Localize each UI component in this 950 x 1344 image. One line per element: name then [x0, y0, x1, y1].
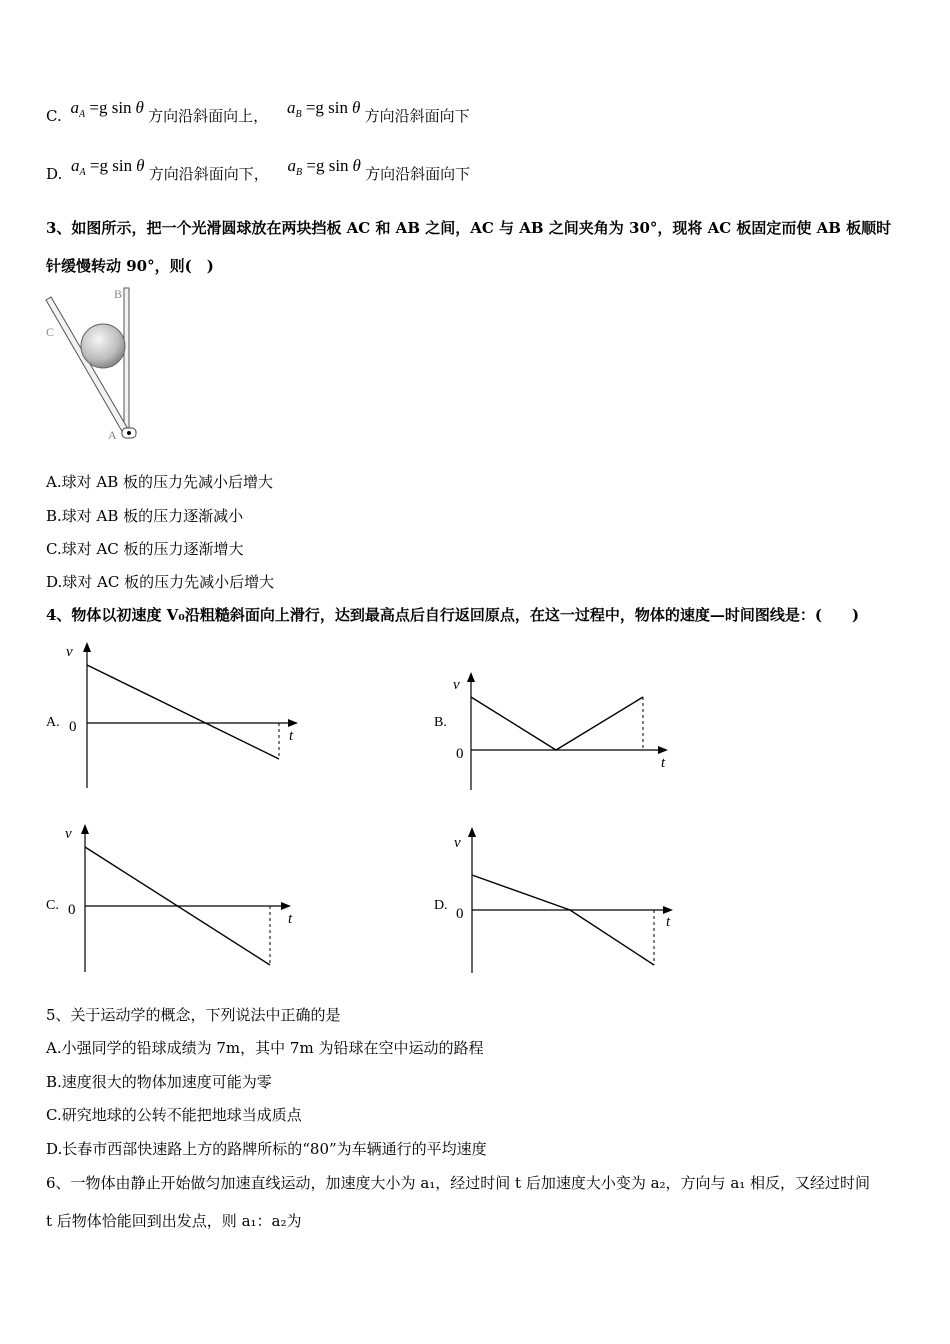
label-b: B [114, 287, 123, 301]
graph-d [450, 825, 685, 975]
v-label: v [66, 644, 73, 660]
q5-option-c: C.研究地球的公转不能把地球当成质点 [46, 1106, 302, 1124]
v-axis-arrow [467, 672, 475, 682]
hinge-pin [127, 431, 131, 435]
q5-stem: 5、关于运动学的概念，下列说法中正确的是 [46, 1006, 341, 1024]
q4-stem: 4、物体以初速度 V₀沿粗糙斜面向上滑行，达到最高点后自行返回原点，在这一过程中，物体的速度—时间图线是：( ) [46, 606, 860, 624]
graph-a [60, 640, 310, 790]
q6-stem-line1: 6、一物体由静止开始做匀加速直线运动，加速度大小为 a₁，经过时间 t 后加速度大小变为 a₂，方向与 a₁ 相反，又经过时间 [46, 1174, 871, 1192]
formula-a-b: $a_B =g$ sin θ [287, 156, 361, 178]
q3-stem-line2: 针缓慢转动 90°，则( ) [46, 257, 214, 275]
t-label: t [288, 911, 293, 927]
zero-label: 0 [68, 902, 76, 918]
t-axis-arrow [288, 719, 298, 727]
q3-figure [44, 284, 144, 444]
t-label: t [666, 914, 671, 930]
formula-a-b: $a_B =g$ sin θ [286, 98, 361, 120]
direction-text-a: 方向沿斜面向上， [148, 107, 269, 125]
graph-b-label: B. [434, 715, 447, 730]
formula-a-a: $a_A =g$ sin θ [70, 98, 144, 120]
t-label: t [661, 755, 666, 771]
option-label: C. [46, 107, 62, 125]
plate-ab [124, 288, 129, 433]
q2-option-c [46, 98, 470, 133]
graph-c [60, 820, 310, 975]
ball [81, 324, 125, 368]
t-axis-arrow [658, 746, 668, 754]
t-axis-arrow [281, 902, 291, 910]
t-label: t [289, 728, 294, 744]
zero-label: 0 [456, 906, 464, 922]
direction-text-b: 方向沿斜面向下 [365, 165, 471, 183]
velocity-line [471, 697, 643, 750]
v-label: v [453, 677, 460, 693]
t-axis-arrow [663, 906, 673, 914]
direction-text-b: 方向沿斜面向下 [364, 107, 470, 125]
q6-stem-line2: t 后物体恰能回到出发点，则 a₁：a₂为 [46, 1212, 302, 1230]
velocity-line [87, 665, 279, 759]
velocity-line [472, 875, 654, 965]
q3-option-c: C.球对 AC 板的压力逐渐增大 [46, 540, 244, 558]
v-axis-arrow [83, 642, 91, 652]
graph-b [450, 670, 680, 795]
q3-stem-line1: 3、如图所示，把一个光滑圆球放在两块挡板 AC 和 AB 之间，AC 与 AB 之间夹角为 30°，现将 AC 板固定而使 AB 板顺时 [46, 219, 892, 237]
v-label: v [65, 826, 72, 842]
direction-text-a: 方向沿斜面向下， [148, 165, 269, 183]
v-axis-arrow [81, 824, 89, 834]
zero-label: 0 [456, 746, 464, 762]
label-c: C [46, 325, 55, 339]
q3-option-a: A.球对 AB 板的压力先减小后增大 [46, 473, 273, 491]
q3-option-b: B.球对 AB 板的压力逐渐减小 [46, 507, 244, 525]
option-label: D. [46, 165, 63, 183]
zero-label: 0 [69, 719, 77, 735]
q5-option-a: A.小强同学的铅球成绩为 7m，其中 7m 为铅球在空中运动的路程 [46, 1039, 484, 1057]
graph-d-label: D. [434, 898, 448, 913]
label-a: A [108, 428, 117, 442]
q3-option-d: D.球对 AC 板的压力先减小后增大 [46, 573, 275, 591]
v-label: v [454, 835, 461, 851]
formula-a-a: $a_A =g$ sin θ [71, 156, 145, 178]
q5-option-d: D.长春市西部快速路上方的路牌所标的“80”为车辆通行的平均速度 [46, 1140, 487, 1158]
v-axis-arrow [468, 827, 476, 837]
q5-option-b: B.速度很大的物体加速度可能为零 [46, 1073, 272, 1091]
q2-option-d [46, 156, 471, 191]
graph-c-label: C. [46, 898, 59, 913]
graph-a-label: A. [46, 715, 60, 730]
